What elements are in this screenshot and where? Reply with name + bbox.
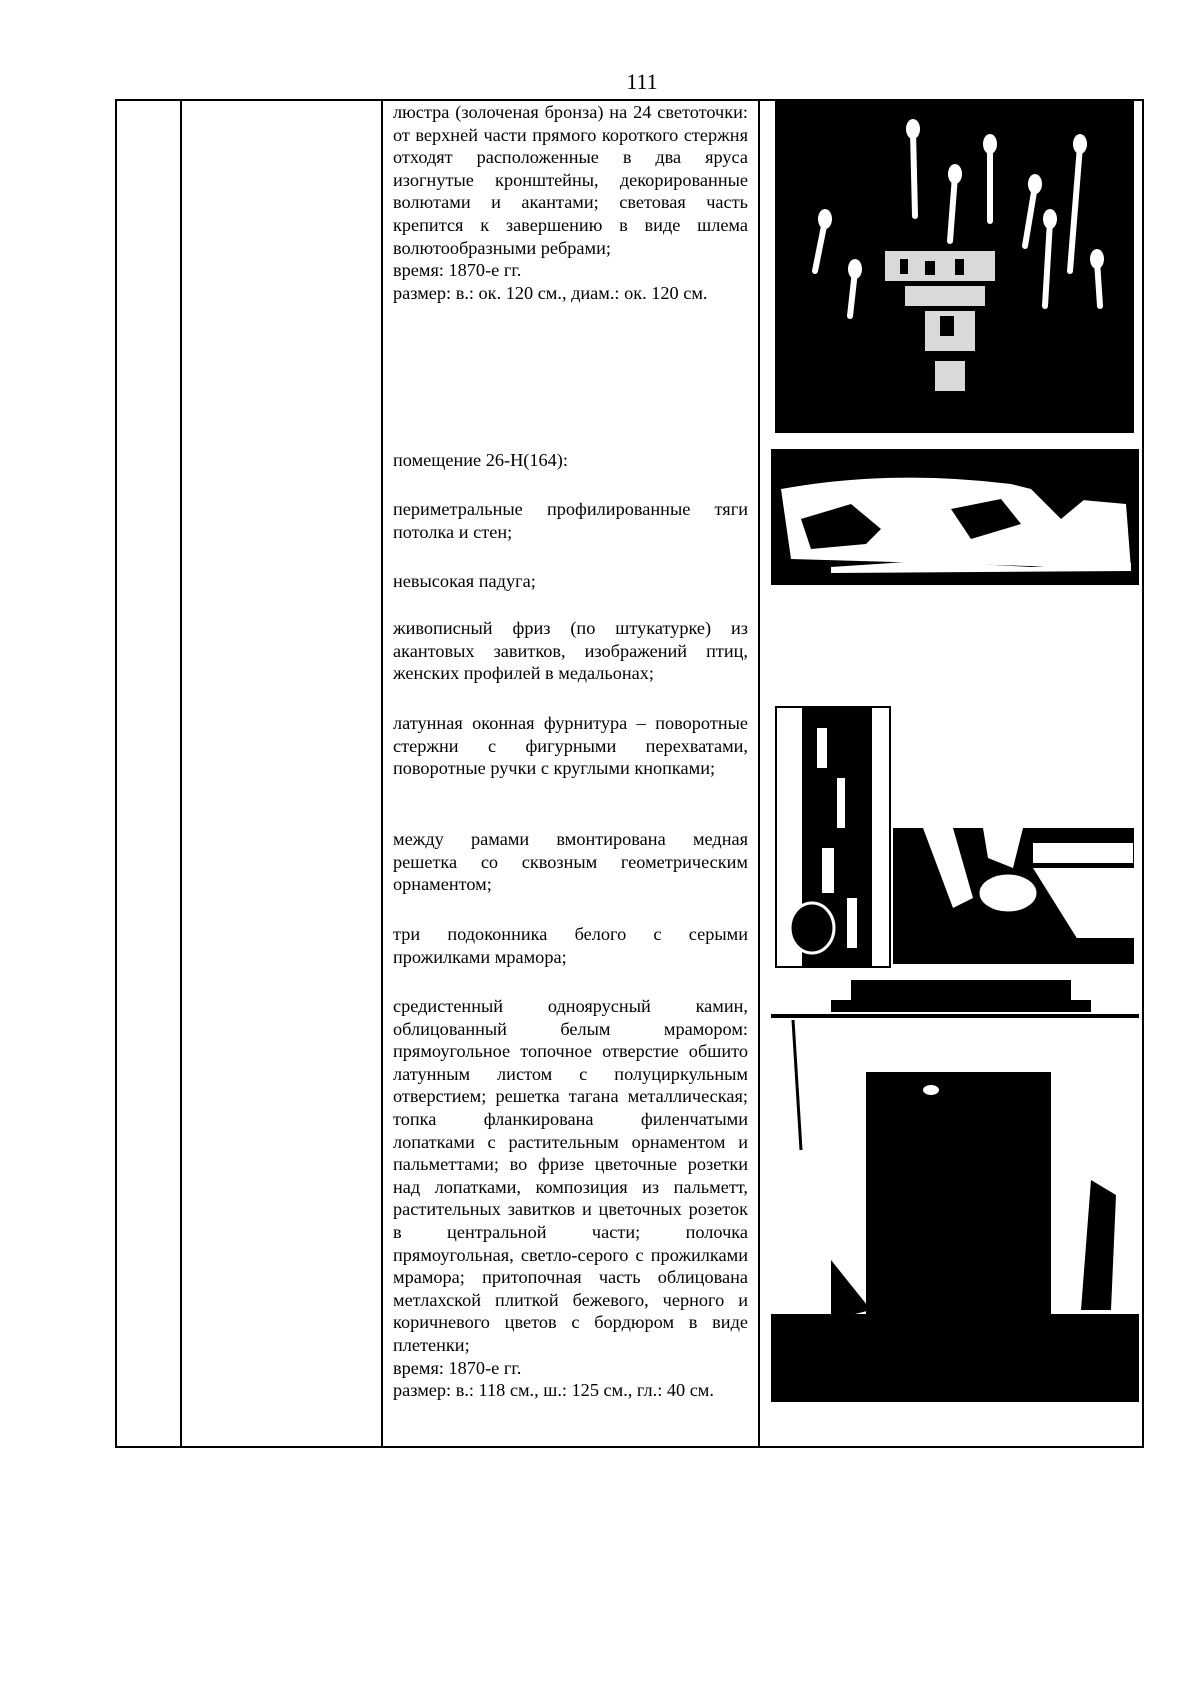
item-block (393, 570, 748, 593)
fireplace-photo (771, 980, 1139, 1402)
column-divider (758, 101, 760, 1446)
item-grille: между рамами вмонтирована медная решетка со сквозным геометрическим орнаментом; (393, 829, 748, 895)
item-block (393, 828, 748, 896)
description-cell (393, 101, 748, 304)
item-block (393, 712, 748, 780)
item-frieze: живописный фриз (по штукатурке) из акантовых завитков, изображений птиц, женских профилей в медальонах; (393, 618, 748, 684)
room-section (393, 449, 748, 472)
item-fireplace-date: время: 1870-е гг. (393, 1357, 522, 1378)
item-block (393, 923, 748, 968)
item-window-fittings: латунная оконная фурнитура – поворотные стержни с фигурными перехватами, поворотные ручки с круглыми кнопками; (393, 713, 748, 779)
column-divider (381, 101, 383, 1446)
column-divider (180, 101, 182, 1446)
page-number: 111 (626, 69, 658, 94)
room-heading: помещение 26-Н(164): (393, 450, 568, 470)
item-cove: невысокая падуга; (393, 571, 536, 591)
chandelier-photo (775, 101, 1134, 433)
item-block (393, 498, 748, 543)
item-block (393, 617, 748, 685)
item-chandelier-description: люстра (золоченая бронза) на 24 светоточки: от верхней части прямого короткого стержня отходят расположенные в два яруса изогнутые кронштейны, декорированные волютами и акантами; световая часть крепится к завершению в виде шлема волютообразными ребрами; (393, 102, 748, 258)
item-chandelier-size: размер: в.: ок. 120 см., диам.: ок. 120 см. (393, 282, 708, 303)
item-fireplace-size: размер: в.: 118 см., ш.: 125 см., гл.: 40 см. (393, 1380, 714, 1401)
item-cornices: периметральные профилированные тяги потолка и стен; (393, 499, 748, 542)
window-fittings-photo (775, 706, 891, 968)
item-chandelier-date: время: 1870-е гг. (393, 260, 522, 281)
item-windowsills: три подоконника белого с серыми прожилками мрамора; (393, 924, 748, 967)
window-handle-photo (893, 828, 1134, 964)
ceiling-frieze-photo (771, 449, 1139, 585)
item-block (393, 995, 748, 1402)
item-fireplace-description: средистенный одноярусный камин, облицованный белым мрамором: прямоугольное топочное отверстие обшито латунным листом с полуциркульным отверстием; решетка тагана металлическая; топка фланкирована филенчатыми лопатками с растительным орнаментом и пальметтами; во фризе цветочные розетки над лопатками, композиция из пальметт, растительных завитков и цветочных розеток в центральной части; полочка прямоугольная, светло-серого с прожилками мрамора; притопочная часть облицована метлахской плиткой бежевого, черного и коричневого цветов с бордюром в виде плетенки; (393, 996, 748, 1355)
